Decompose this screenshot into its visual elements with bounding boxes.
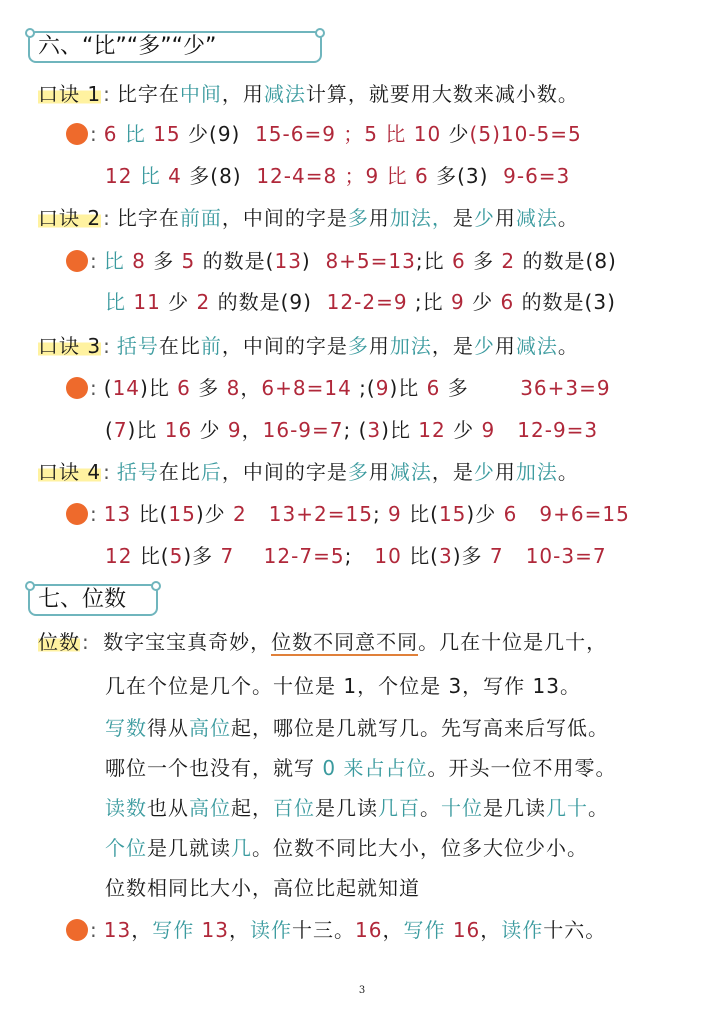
text-segment: 比 (139, 164, 161, 188)
text-line (38, 834, 588, 862)
text-segment: 十六。 (543, 918, 607, 942)
text-segment: 加法 (389, 334, 432, 358)
text-segment: 7 10-3=7 (482, 544, 607, 568)
text-segment: 括号 (116, 334, 159, 358)
text-segment: 读作 (501, 918, 544, 942)
example-line (38, 374, 611, 402)
text-segment: 高位 (189, 796, 231, 820)
text-segment: 2 (189, 290, 218, 314)
rule-line (38, 204, 579, 232)
text-segment: 十三。 (292, 918, 356, 942)
text-segment: 是 (452, 206, 474, 230)
example-line (38, 247, 617, 275)
text-segment: 。开头一位不用零。 (427, 756, 617, 780)
text-segment: 12-4=8 ；9 比 6 (256, 164, 437, 188)
text-segment: 比( (139, 544, 170, 568)
text-segment: ，中间的字是 (221, 334, 348, 358)
rule-label: 口诀 3 (38, 334, 102, 358)
text-segment: (5)10-5=5 (469, 122, 582, 146)
text-segment: 2 13+2=15 (225, 502, 373, 526)
text-segment: 6 (103, 122, 125, 146)
text-segment: 8+5=13 (325, 249, 416, 273)
text-line (38, 794, 609, 822)
text-line (38, 162, 570, 190)
text-segment: 12-2=9 (326, 290, 408, 314)
text-segment: 13 (194, 918, 230, 942)
text-segment: 16 (445, 918, 481, 942)
text-segment: )比 (127, 418, 158, 442)
text-segment: 14 (112, 376, 141, 400)
text-segment: 5 (174, 249, 203, 273)
text-segment: 用 (368, 334, 390, 358)
text-segment: 写数 (105, 716, 147, 740)
rule-line (38, 80, 579, 108)
text-segment: 12 (105, 544, 140, 568)
text-segment: 几百 (378, 796, 420, 820)
text-segment: 读数 (105, 796, 147, 820)
text-segment: ( (103, 376, 113, 400)
text-segment: 12 (410, 418, 454, 442)
text-segment: ;比 (407, 290, 444, 314)
text-segment: 读作 (250, 918, 293, 942)
orange-dot-icon (66, 377, 88, 399)
colon: : (90, 376, 98, 400)
rule-label: 位数 (38, 630, 80, 654)
text-segment: 9-6=3 (503, 164, 571, 188)
text-segment: 前 (200, 334, 222, 358)
text-segment: 的数是(9) (217, 290, 327, 314)
text-segment: 。几在十位是几十， (418, 630, 608, 654)
text-segment: ， (241, 418, 263, 442)
text-segment: 少 (448, 122, 470, 146)
rule-label: 口诀 4 (38, 460, 102, 484)
text-segment: 几 (231, 836, 252, 860)
text-segment: ， (382, 918, 404, 942)
text-segment: 多(3) (436, 164, 504, 188)
text-segment: 10 (374, 544, 410, 568)
text-segment: )多 (183, 544, 214, 568)
text-segment: 4 (160, 164, 190, 188)
text-segment: 少 (473, 460, 495, 484)
text-segment: 11 (126, 290, 169, 314)
text-segment: 减法 (389, 460, 432, 484)
text-segment: 写作 (403, 918, 446, 942)
text-segment: 少 (472, 290, 494, 314)
text-line (38, 754, 616, 782)
text-segment: 。 (420, 796, 441, 820)
text-segment: 少 (168, 290, 190, 314)
colon: : (90, 918, 98, 942)
text-segment: 减法 (263, 82, 306, 106)
text-segment: 位数相同比大小，高位比起就知道 (105, 876, 420, 900)
colon: : (103, 460, 111, 484)
text-line (38, 416, 598, 444)
text-segment: 比( (409, 502, 439, 526)
text-line (38, 542, 607, 570)
text-segment: 在比 (158, 460, 201, 484)
text-line (38, 672, 581, 700)
section-7-title: 七、位数 (28, 584, 158, 616)
text-segment: 少(9) (188, 122, 256, 146)
text-segment: 比字在 (116, 82, 180, 106)
text-segment: 多 (347, 460, 369, 484)
text-segment: 几十 (546, 796, 588, 820)
text-segment: ; (344, 544, 375, 568)
colon: : (90, 122, 98, 146)
rule-label: 口诀 2 (38, 206, 102, 230)
text-segment: 少 (473, 206, 495, 230)
text-segment: 在比 (158, 334, 201, 358)
text-segment: 多 (347, 334, 369, 358)
text-segment: ，是 (431, 460, 474, 484)
text-segment: 6 (169, 376, 199, 400)
text-segment: 用 (494, 206, 516, 230)
text-segment: 的数是( (202, 249, 275, 273)
text-segment: 括号 (116, 460, 159, 484)
text-segment: ( (105, 418, 114, 442)
example-line (38, 500, 630, 528)
text-segment: 3 (367, 418, 382, 442)
text-segment: 7 (113, 418, 128, 442)
text-segment: )多 (452, 544, 483, 568)
text-segment: ) (301, 249, 326, 273)
page-number: 3 (358, 985, 366, 996)
text-segment: 3 (439, 544, 453, 568)
text-segment: ， (240, 376, 262, 400)
text-segment: 个位 (105, 836, 147, 860)
text-segment: 是几就读 (147, 836, 231, 860)
text-segment: ， (480, 918, 502, 942)
text-segment: 少 (473, 334, 495, 358)
text-segment: 9 12-9=3 (474, 418, 599, 442)
text-segment: 13 (274, 249, 302, 273)
text-segment: 减法 (515, 334, 558, 358)
colon: : (90, 502, 98, 526)
text-segment: ， (229, 918, 251, 942)
text-segment: 少 (453, 418, 475, 442)
text-segment: 用 (368, 206, 390, 230)
text-segment: 比 (105, 290, 126, 314)
text-segment: 15 (168, 502, 196, 526)
text-segment: 用 (494, 334, 516, 358)
text-segment: 。 (588, 796, 609, 820)
text-segment: 起，哪位是几就写几。先写高来后写低。 (231, 716, 609, 740)
text-segment: 9 (443, 290, 473, 314)
text-segment: ，中间的字是 (221, 460, 348, 484)
text-segment: 比( (409, 544, 439, 568)
text-segment: 13 (103, 502, 139, 526)
text-line (38, 288, 616, 316)
text-segment: 6 9+6=15 (496, 502, 630, 526)
text-segment: 36+3=9 (468, 376, 611, 400)
text-segment: 15-6=9 ；5 比 10 (255, 122, 449, 146)
colon: : (103, 334, 111, 358)
text-segment: 。位数不同比大小，位多大位少小。 (252, 836, 588, 860)
text-segment: 。 (557, 206, 579, 230)
text-segment: 减法 (515, 206, 558, 230)
text-segment: 比 (124, 122, 146, 146)
text-segment: 数字宝宝真奇妙， (95, 630, 272, 654)
text-segment: ，是 (431, 334, 474, 358)
text-segment: 15 (438, 502, 467, 526)
text-segment: ; (372, 502, 389, 526)
text-segment: 的数是(8) (522, 249, 617, 273)
orange-dot-icon (66, 123, 88, 145)
colon: : (103, 206, 111, 230)
text-segment: 多 (473, 249, 495, 273)
text-segment: 计算，就要用大数来减小数。 (305, 82, 579, 106)
text-segment: 用 (494, 460, 516, 484)
text-segment: 哪位一个也没有，就写 (105, 756, 323, 780)
text-segment: 多(8) (189, 164, 257, 188)
text-segment: 高位 (189, 716, 231, 740)
rule-line (38, 628, 607, 656)
text-segment: 12 (105, 164, 140, 188)
text-segment: 也从 (147, 796, 189, 820)
text-segment: 8 (219, 376, 241, 400)
text-segment: 中间 (179, 82, 222, 106)
text-segment: 前面 (179, 206, 222, 230)
text-segment: ;比 (415, 249, 445, 273)
text-segment: 7 12-7=5 (213, 544, 345, 568)
text-segment: 比( (138, 502, 169, 526)
text-segment: 9 (388, 502, 410, 526)
orange-dot-icon (66, 250, 88, 272)
text-segment: 16 (355, 918, 383, 942)
example-line (38, 120, 582, 148)
orange-dot-icon (66, 503, 88, 525)
text-segment: 比字在 (116, 206, 180, 230)
text-segment: 加法 (515, 460, 558, 484)
text-segment: 用 (368, 460, 390, 484)
rule-label: 口诀 1 (38, 82, 102, 106)
text-segment: 2 (494, 249, 523, 273)
text-segment: 9 (375, 376, 390, 400)
text-segment: 。 (557, 460, 579, 484)
text-segment: 16 (157, 418, 200, 442)
text-segment: 得从 (147, 716, 189, 740)
text-segment: 5 (169, 544, 184, 568)
text-segment: 加法， (389, 206, 453, 230)
text-segment: 13 (103, 918, 132, 942)
text-segment: 写作 (152, 918, 195, 942)
colon: : (90, 249, 98, 273)
text-segment: ; ( (343, 418, 368, 442)
text-segment: 起， (231, 796, 273, 820)
text-segment: 。 (557, 334, 579, 358)
colon: : (82, 630, 90, 654)
example-line (38, 916, 606, 944)
rule-line (38, 458, 579, 486)
text-segment: 8 (124, 249, 154, 273)
text-segment: 几在个位是几个。十位是 1，个位是 3，写作 13。 (105, 674, 581, 698)
text-segment: ;( (359, 376, 376, 400)
text-segment: 的数是(3) (521, 290, 616, 314)
orange-dot-icon (66, 919, 88, 941)
text-segment: ， (131, 918, 153, 942)
text-segment: 位数不同意不同 (271, 630, 419, 654)
text-segment: 6 (444, 249, 474, 273)
text-segment: 多 (198, 376, 220, 400)
colon: : (103, 82, 111, 106)
text-segment: 后 (200, 460, 222, 484)
text-segment: 15 (145, 122, 189, 146)
section-6-title: 六、“比”“多”“少” (28, 31, 322, 63)
text-segment: 百位 (273, 796, 315, 820)
text-segment: 6 (419, 376, 448, 400)
text-segment: 0 来占占位 (322, 756, 428, 780)
text-segment: 9 (220, 418, 242, 442)
text-segment: 十位 (441, 796, 483, 820)
text-segment: 是几读 (315, 796, 378, 820)
text-segment: 6 (493, 290, 522, 314)
text-segment: ，中间的字是 (221, 206, 348, 230)
text-segment: 多 (447, 376, 469, 400)
text-segment: )比 (389, 376, 420, 400)
text-segment: 多 (347, 206, 369, 230)
text-segment: )比 (140, 376, 170, 400)
text-segment: )少 (195, 502, 226, 526)
text-segment: 多 (153, 249, 175, 273)
text-line (38, 874, 420, 902)
text-segment: )比 (381, 418, 411, 442)
text-segment: )少 (466, 502, 497, 526)
text-segment: 是几读 (483, 796, 546, 820)
text-segment: 少 (199, 418, 221, 442)
text-segment: ，用 (221, 82, 264, 106)
rule-line (38, 332, 579, 360)
text-line (38, 714, 609, 742)
text-segment: 16-9=7 (262, 418, 344, 442)
text-segment: 比 (103, 249, 125, 273)
text-segment: 6+8=14 (261, 376, 360, 400)
